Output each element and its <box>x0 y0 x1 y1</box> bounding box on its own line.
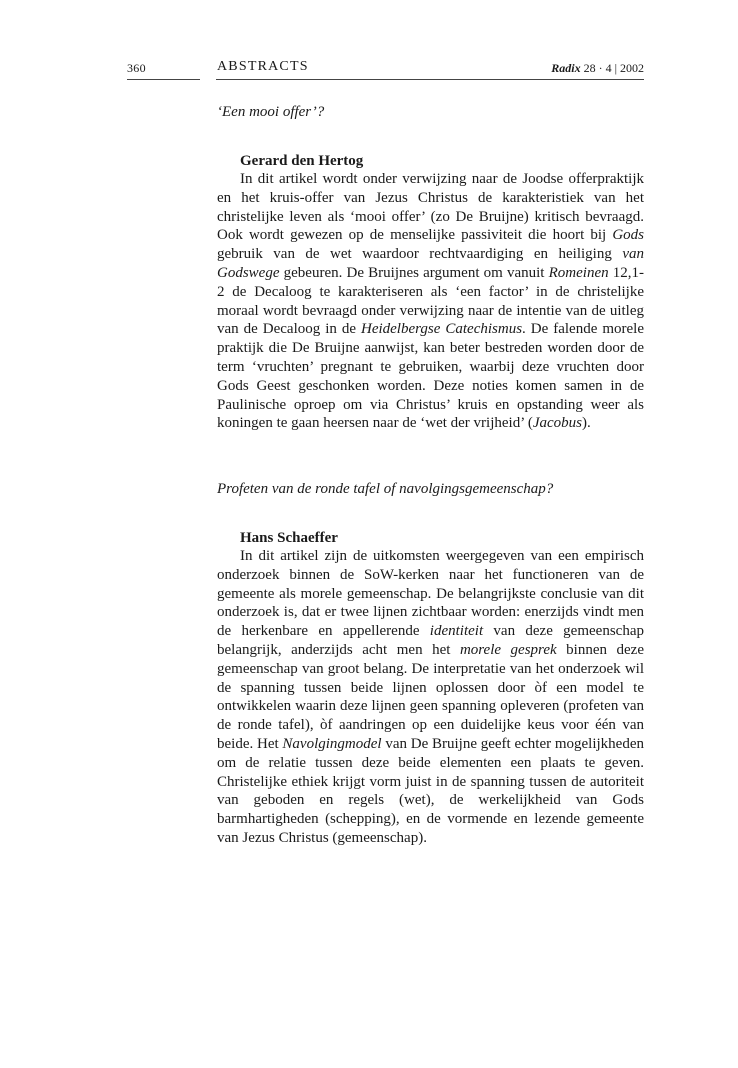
abstract-text: binnen deze gemeenschap van groot belang. De interpretatie van het onderzoek wil de spanning tussen beide lijnen oplossen door òf een model te ontwikkelen waarin deze lijnen geen spanning opleveren (profeten van de ronde tafel), òf aandringen op een duidelijke keus voor één van beide. Het <box>217 641 644 752</box>
abstract-article <box>217 103 644 433</box>
abstract-text: 12,1-2 de Decaloog te karakteriseren als ‘een factor’ in de christelijke moraal wordt bevraagd onder verwijzing naar de intentie van de uitleg van de Decaloog in de <box>217 264 645 338</box>
emphasis-text: Jacobus <box>532 415 582 432</box>
abstract-text: van deze gemeenschap belangrijk, anderzijds acht men het <box>217 623 644 658</box>
emphasis-text: van Godswege <box>217 246 644 281</box>
abstract-article <box>217 480 644 848</box>
header-rule-right <box>216 79 644 80</box>
section-title: ABSTRACTS <box>217 59 309 74</box>
abstract-text: In dit artikel wordt onder verwijzing naar de Joodse offerpraktijk en het kruis-offer van Jezus Christus de karakteristiek van het christelijke leven als ‘mooi offer’ (zo De Bruijne) kritisch bevraagd. Ook wordt gewezen op de menselijke passiviteit die hoort bij <box>217 171 644 244</box>
journal-name: Radix <box>551 61 581 75</box>
article-author: Hans Schaeffer <box>240 530 338 546</box>
emphasis-text: Navolgingmodel <box>282 735 382 752</box>
emphasis-text: Gods <box>612 227 644 244</box>
abstract-text: gebruik van de wet waardoor rechtvaardiging en heiliging <box>217 246 623 263</box>
article-abstract <box>217 547 644 848</box>
emphasis-text: identiteit <box>429 623 484 640</box>
abstract-text: van De Bruijne geeft echter mogelijkheden om de relatie tussen deze beide elementen een plaats te geven. Christelijke ethiek krijgt vorm juist in de spanning tussen de autoriteit van geboden en regels (wet), de werkelijkheid van Gods barmhartigheden (schepping), en de vormende en lezende gemeente van Jezus Christus (gemeenschap). <box>217 735 644 846</box>
header-rule-left <box>127 79 200 80</box>
emphasis-text: morele gesprek <box>459 641 557 658</box>
journal-info <box>551 61 644 76</box>
emphasis-text: Heidelbergse Catechismus <box>360 321 523 338</box>
abstract-text: . De falende morele praktijk die De Bruijne aanwijst, kan beter bestreden worden door de term ‘vruchten’ pregnant te gebruiken, waarbij deze vruchten door Gods Geest geschonken worden. Deze noties komen samen in de Paulinische oproep om via Christus’ kruis en opstanding weer als koningen te gaan heersen naar de ‘wet der vrijheid’ ( <box>217 321 644 432</box>
abstract-text: ). <box>581 415 591 432</box>
article-abstract <box>217 170 644 433</box>
emphasis-text: Romeinen <box>548 264 609 281</box>
abstract-text: In dit artikel zijn de uitkomsten weergegeven van een empirisch onderzoek binnen de SoW-kerken naar het functioneren van de gemeente als morele gemeenschap. De belangrijkste conclusie van dit onderzoek is, dat er twee lijnen zichtbaar worden: enerzijds vindt men de herkenbare en appellerende <box>217 548 644 640</box>
page-number: 360 <box>127 61 146 75</box>
abstract-text: gebeuren. De Bruijnes argument om vanuit <box>279 264 549 281</box>
article-author: Gerard den Hertog <box>240 153 364 169</box>
journal-issue: 28 · 4 | 2002 <box>583 61 644 75</box>
article-title: ‘Een mooi offer’? <box>217 104 325 120</box>
article-title: Profeten van de ronde tafel of navolgingsgemeenschap? <box>217 481 554 497</box>
